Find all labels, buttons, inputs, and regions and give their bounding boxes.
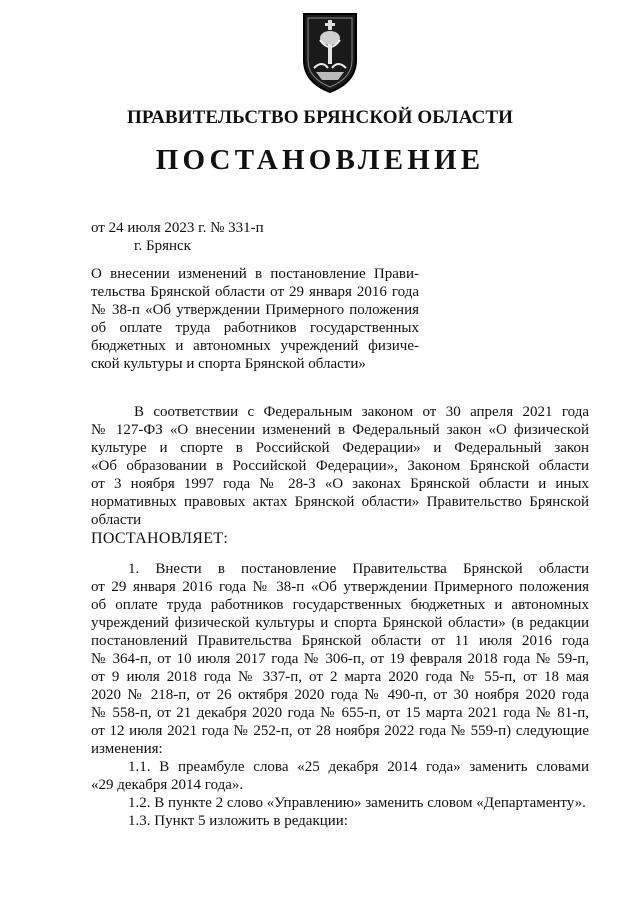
clause-1-3: 1.3. Пункт 5 изложить в редакции: <box>128 813 348 829</box>
body-line: № 558-п, от 21 декабря 2020 года № 655-п, от 15 марта 2021 года № 81-п, <box>91 705 589 721</box>
body-line: учреждений физической культуры и спорта Брянской области» (в редакции <box>91 615 589 631</box>
body-line: от 29 января 2016 года № 38-п «Об утверждении Примерного положения <box>91 579 589 595</box>
subject-line: об оплате труда работников государственных <box>91 320 419 336</box>
coat-of-arms-icon <box>298 10 362 94</box>
clause-1: 1. Внести в постановление Правительства Брянской области <box>128 561 589 577</box>
subject-line: бюджетных и автономных учреждений физиче- <box>91 338 419 354</box>
clause-1-1: 1.1. В преамбуле слова «25 декабря 2014 года» заменить словами <box>128 759 589 775</box>
page-bottom-fade <box>0 866 640 906</box>
body-line: культуре и спорте в Российской Федерации» и Федеральный закон <box>91 440 589 456</box>
body-line: области <box>91 512 142 528</box>
body-line: постановлений Правительства Брянской области от 11 июля 2016 года <box>91 633 589 649</box>
date-number-line: от 24 июля 2023 г. № 331-п <box>91 220 264 236</box>
body-line: № 364-п, от 10 июля 2017 года № 306-п, от 19 февраля 2018 года № 59-п, <box>91 651 589 667</box>
body-line: от 3 ноября 1997 года № 28-З «О законах Брянской области и иных <box>91 476 589 492</box>
body-line: от 9 июля 2018 года № 337-п, от 2 марта 2020 года № 55-п, от 18 мая <box>91 669 589 685</box>
body-line: «Об образовании в Российской Федерации», Законом Брянской области <box>91 458 589 474</box>
body-line: от 12 июля 2021 года № 252-п, от 28 ноября 2022 года № 559-п) следующие <box>91 723 589 739</box>
place-of-issue: г. Брянск <box>134 238 191 254</box>
subject-line: ской культуры и спорта Брянской области» <box>91 356 366 372</box>
body-line: об оплате труда работников государственных бюджетных и автономных <box>91 597 589 613</box>
body-line: № 127-ФЗ «О внесении изменений в Федеральный закон «О физической <box>91 422 589 438</box>
body-line: изменения: <box>91 741 163 757</box>
issuing-authority: ПРАВИТЕЛЬСТВО БРЯНСКОЙ ОБЛАСТИ <box>126 107 514 128</box>
subject-line: тельства Брянской области от 29 января 2016 года <box>91 284 419 300</box>
body-line: нормативных правовых актах Брянской области» Правительство Брянской <box>91 494 589 510</box>
subject-line: О внесении изменений в постановление Прави- <box>91 266 419 282</box>
body-line: 2020 № 218-п, от 26 октября 2020 года № 490-п, от 30 ноября 2020 года <box>91 687 589 703</box>
body-line: В соответствии с Федеральным законом от 30 апреля 2021 года <box>134 404 589 420</box>
clause-1-2: 1.2. В пункте 2 слово «Управлению» заменить словом «Департаменту». <box>128 795 586 811</box>
body-line: «29 декабря 2014 года». <box>91 777 244 793</box>
subject-line: № 38-п «Об утверждении Примерного положения <box>91 302 419 318</box>
resolves-heading: ПОСТАНОВЛЯЕТ: <box>91 530 229 547</box>
document-type-title: ПОСТАНОВЛЕНИЕ <box>155 144 485 176</box>
